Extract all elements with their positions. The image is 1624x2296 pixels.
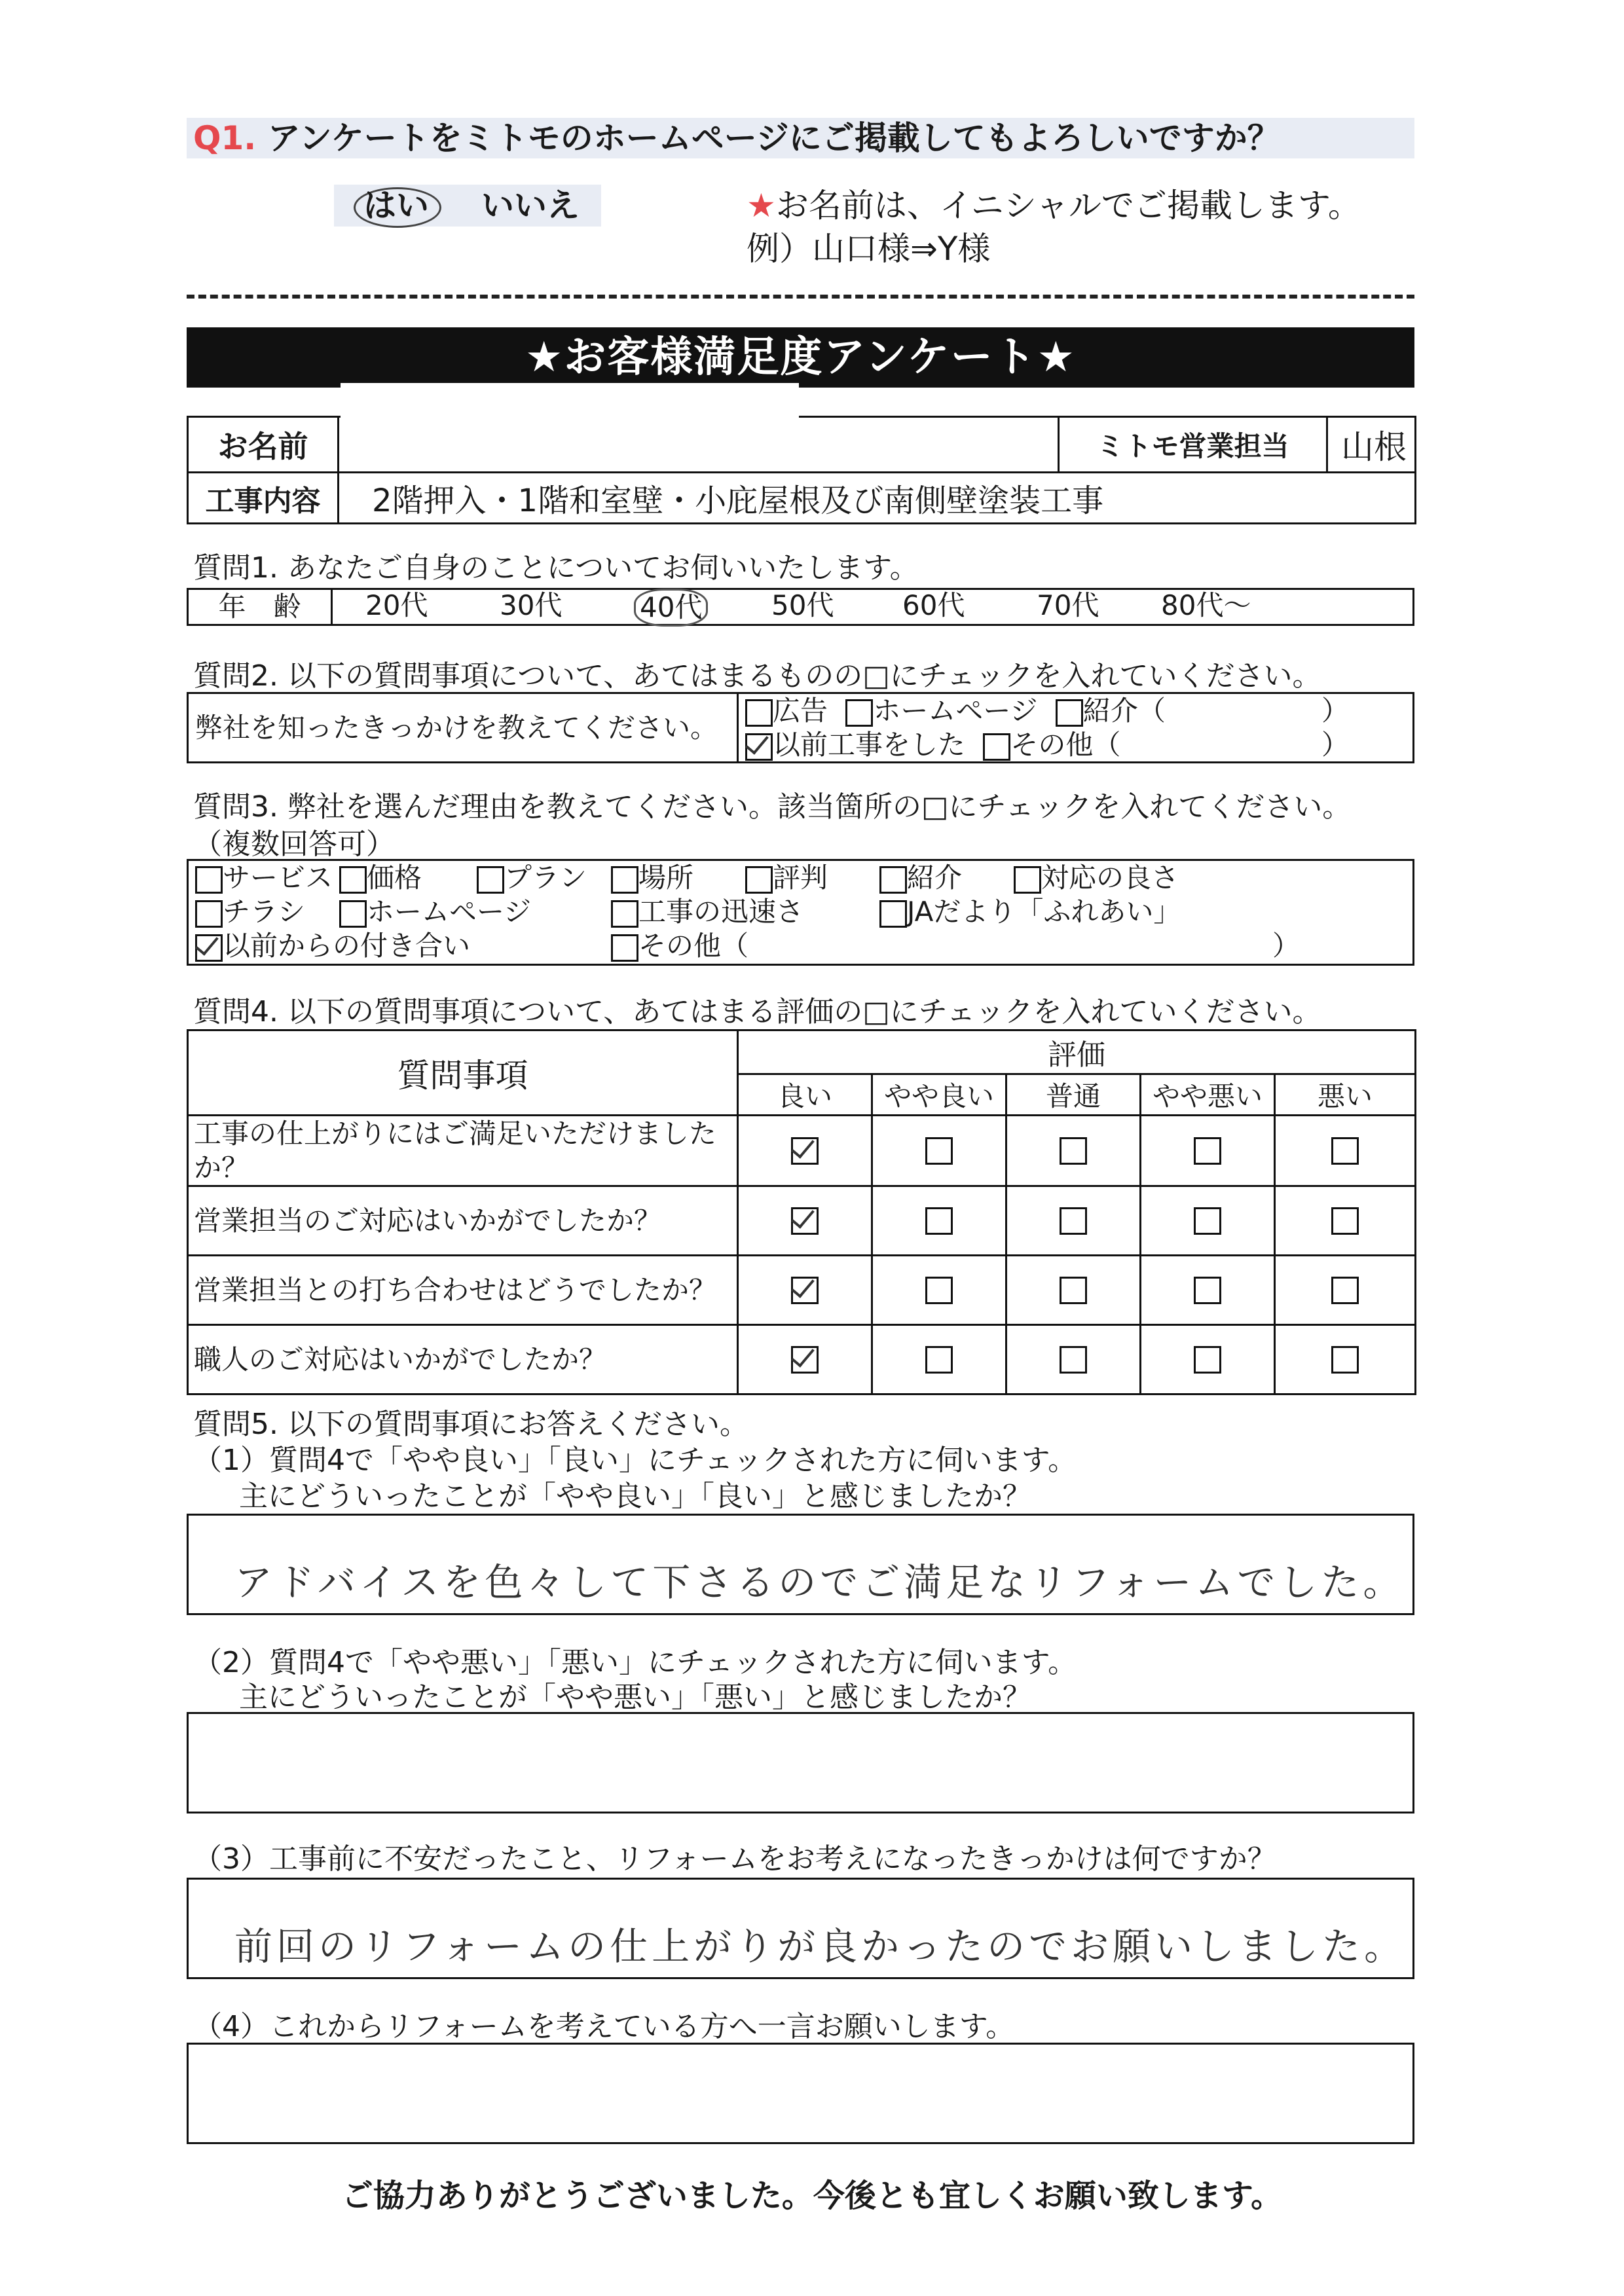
- checkbox[interactable]: [1331, 1207, 1359, 1235]
- q4-row-sales: 営業担当のご対応はいかがでしたか？: [188, 1186, 738, 1256]
- q5-p4-line1: （4）これからリフォームを考えている方へ一言お願いします。: [193, 2010, 1015, 2043]
- checkbox[interactable]: [1194, 1137, 1221, 1165]
- option-price: 価格: [367, 862, 422, 894]
- checkbox[interactable]: [611, 934, 638, 962]
- option-homepage: ホームページ: [367, 896, 532, 928]
- paren-close: ）: [1321, 729, 1350, 761]
- rep-value: 山根: [1327, 417, 1416, 473]
- q5-p3-line1: （3）工事前に不安だったこと、リフォームをお考えになったきっかけは何ですか？: [193, 1842, 1276, 1876]
- initial-note-text: お名前は、イニシャルでご掲載します。: [775, 187, 1361, 225]
- checkbox[interactable]: [1194, 1346, 1221, 1374]
- checkbox[interactable]: [1331, 1137, 1359, 1165]
- checkbox[interactable]: [339, 866, 367, 894]
- option-other: その他（: [1010, 729, 1121, 761]
- q4-heading: 質問4. 以下の質問事項について、あてはまる評価の□にチェックを入れていください。: [193, 995, 1321, 1029]
- checkbox-checked[interactable]: [745, 733, 773, 761]
- q3-sub: （複数回答可）: [193, 828, 395, 861]
- redaction: [341, 383, 799, 462]
- q1-no-option[interactable]: いいえ: [481, 187, 580, 225]
- name-label: お名前: [188, 417, 339, 473]
- checkbox[interactable]: [1331, 1277, 1359, 1304]
- age-30[interactable]: 30代: [500, 589, 563, 621]
- age-options: [332, 589, 1414, 625]
- checkbox[interactable]: [1060, 1137, 1087, 1165]
- rating-somewhat-good: やや良い: [872, 1074, 1006, 1116]
- q5-p2-answer-box[interactable]: [187, 1712, 1414, 1813]
- option-homepage: ホームページ: [873, 695, 1038, 727]
- checkbox[interactable]: [195, 866, 223, 894]
- rating-average: 普通: [1006, 1074, 1141, 1116]
- age-table: [187, 588, 1414, 626]
- age-60[interactable]: 60代: [902, 589, 965, 621]
- rating-bad: 悪い: [1275, 1074, 1416, 1116]
- option-ja: JAだより「ふれあい」: [907, 896, 1181, 928]
- checkbox[interactable]: [745, 699, 773, 727]
- q5-heading: 質問5. 以下の質問事項にお答えください。: [193, 1408, 748, 1441]
- q4-row-meeting: 営業担当との打ち合わせはどうでしたか？: [188, 1256, 738, 1325]
- option-flyer: チラシ: [223, 896, 306, 928]
- option-longtime: 以前からの付き合い: [223, 930, 471, 962]
- col-rating: 評価: [738, 1030, 1416, 1074]
- work-label: 工事内容: [188, 473, 339, 524]
- age-40[interactable]: 40代: [634, 589, 708, 627]
- age-label: 年 齢: [188, 589, 332, 625]
- paren-close: ）: [1272, 930, 1301, 962]
- q1-question: [193, 118, 1280, 158]
- survey-title: ★お客様満足度アンケート★: [187, 327, 1414, 388]
- divider: [187, 295, 1414, 299]
- checkbox-checked[interactable]: [195, 934, 223, 962]
- q5-p2-line1: （2）質問4で「やや悪い」「悪い」にチェックされた方に伺います。: [193, 1646, 1077, 1679]
- paren-close: ）: [1321, 695, 1350, 727]
- footer-thanks: ご協力ありがとうございました。今後とも宜しくお願い致します。: [341, 2178, 1283, 2214]
- checkbox[interactable]: [745, 866, 773, 894]
- age-70[interactable]: 70代: [1037, 589, 1099, 621]
- age-20[interactable]: 20代: [365, 589, 428, 621]
- checkbox[interactable]: [1014, 866, 1041, 894]
- checkbox-checked[interactable]: [791, 1346, 819, 1374]
- option-location: 場所: [638, 862, 694, 894]
- q5-p1-line1: （1）質問4で「やや良い」「良い」にチェックされた方に伺います。: [193, 1444, 1077, 1477]
- option-referral: 紹介（: [1082, 695, 1166, 727]
- initial-example: 例）山口様⇒Y様: [747, 230, 991, 268]
- checkbox[interactable]: [195, 900, 223, 928]
- checkbox[interactable]: [925, 1277, 953, 1304]
- q3-table: [187, 859, 1414, 966]
- initial-note: [747, 185, 1361, 227]
- checkbox[interactable]: [477, 866, 504, 894]
- q5-p1-answer: アドバイスを色々して下さるのでご満足なリフォームでした。: [234, 1560, 1405, 1605]
- checkbox[interactable]: [339, 900, 367, 928]
- work-value: 2階押入・1階和室壁・小庇屋根及び南側壁塗装工事: [339, 473, 1416, 524]
- checkbox[interactable]: [925, 1207, 953, 1235]
- q2-table: [187, 692, 1414, 763]
- q4-row-craftsman: 職人のご対応はいかがでしたか？: [188, 1325, 738, 1394]
- q-age-heading: 質問1. あなたご自身のことについてお伺いいたします。: [193, 551, 919, 585]
- q4-row-finish: 工事の仕上がりにはご満足いただけましたか？: [188, 1116, 738, 1186]
- checkbox-checked[interactable]: [791, 1207, 819, 1235]
- q3-heading: 質問3. 弊社を選んだ理由を教えてください。該当箇所の□にチェックを入れてください。: [193, 790, 1352, 824]
- option-ad: 広告: [773, 695, 828, 727]
- checkbox[interactable]: [983, 733, 1010, 761]
- q1-number: Q1.: [193, 119, 257, 157]
- checkbox[interactable]: [1194, 1207, 1221, 1235]
- col-question: 質問事項: [188, 1030, 738, 1116]
- q2-options: [738, 693, 1414, 763]
- rating-good: 良い: [738, 1074, 872, 1116]
- checkbox[interactable]: [1060, 1207, 1087, 1235]
- checkbox[interactable]: [611, 866, 638, 894]
- checkbox[interactable]: [879, 900, 907, 928]
- rep-label: ミトモ営業担当: [1059, 417, 1327, 473]
- checkbox[interactable]: [1060, 1277, 1087, 1304]
- q5-p1-line2: 主にどういったことが「やや良い」「良い」と感じましたか？: [239, 1480, 1031, 1513]
- option-service-quality: 対応の良さ: [1041, 862, 1179, 894]
- q4-table: [187, 1029, 1416, 1395]
- q5-p2-line2: 主にどういったことが「やや悪い」「悪い」と感じましたか？: [239, 1681, 1031, 1714]
- option-other: その他（: [638, 930, 749, 962]
- option-referral: 紹介: [907, 862, 963, 894]
- q3-options: [188, 860, 1414, 965]
- checkbox[interactable]: [611, 900, 638, 928]
- checkbox[interactable]: [1056, 699, 1083, 727]
- checkbox[interactable]: [1060, 1346, 1087, 1374]
- checkbox[interactable]: [1194, 1277, 1221, 1304]
- age-80[interactable]: 80代〜: [1161, 589, 1251, 621]
- option-plan: プラン: [504, 862, 587, 894]
- q5-p3-answer-box[interactable]: [187, 1878, 1414, 1979]
- checkbox[interactable]: [925, 1137, 953, 1165]
- checkbox[interactable]: [845, 699, 873, 727]
- q5-p3-answer: 前回のリフォームの仕上がりが良かったのでお願いしました。: [234, 1924, 1407, 1969]
- checkbox[interactable]: [1331, 1346, 1359, 1374]
- option-speed: 工事の迅速さ: [638, 896, 804, 928]
- rating-somewhat-bad: やや悪い: [1141, 1074, 1275, 1116]
- q5-p4-answer-box[interactable]: [187, 2043, 1414, 2144]
- checkbox-checked[interactable]: [791, 1277, 819, 1304]
- option-service: サービス: [223, 862, 333, 894]
- checkbox-checked[interactable]: [791, 1137, 819, 1165]
- checkbox[interactable]: [879, 866, 907, 894]
- q1-yes-option[interactable]: はい: [363, 187, 429, 225]
- q2-heading: 質問2. 以下の質問事項について、あてはまるものの□にチェックを入れていください。: [193, 659, 1321, 693]
- star-icon: ★: [747, 187, 776, 225]
- q5-p1-answer-box[interactable]: [187, 1514, 1414, 1615]
- q1-text: アンケートをミトモのホームページにご掲載してもよろしいですか？: [267, 119, 1280, 157]
- checkbox[interactable]: [925, 1346, 953, 1374]
- q2-question: 弊社を知ったきっかけを教えてください。: [188, 693, 738, 763]
- age-50[interactable]: 50代: [771, 589, 834, 621]
- q1-choices: [334, 185, 601, 227]
- option-reputation: 評判: [773, 862, 828, 894]
- option-previous-work: 以前工事をした: [773, 729, 966, 761]
